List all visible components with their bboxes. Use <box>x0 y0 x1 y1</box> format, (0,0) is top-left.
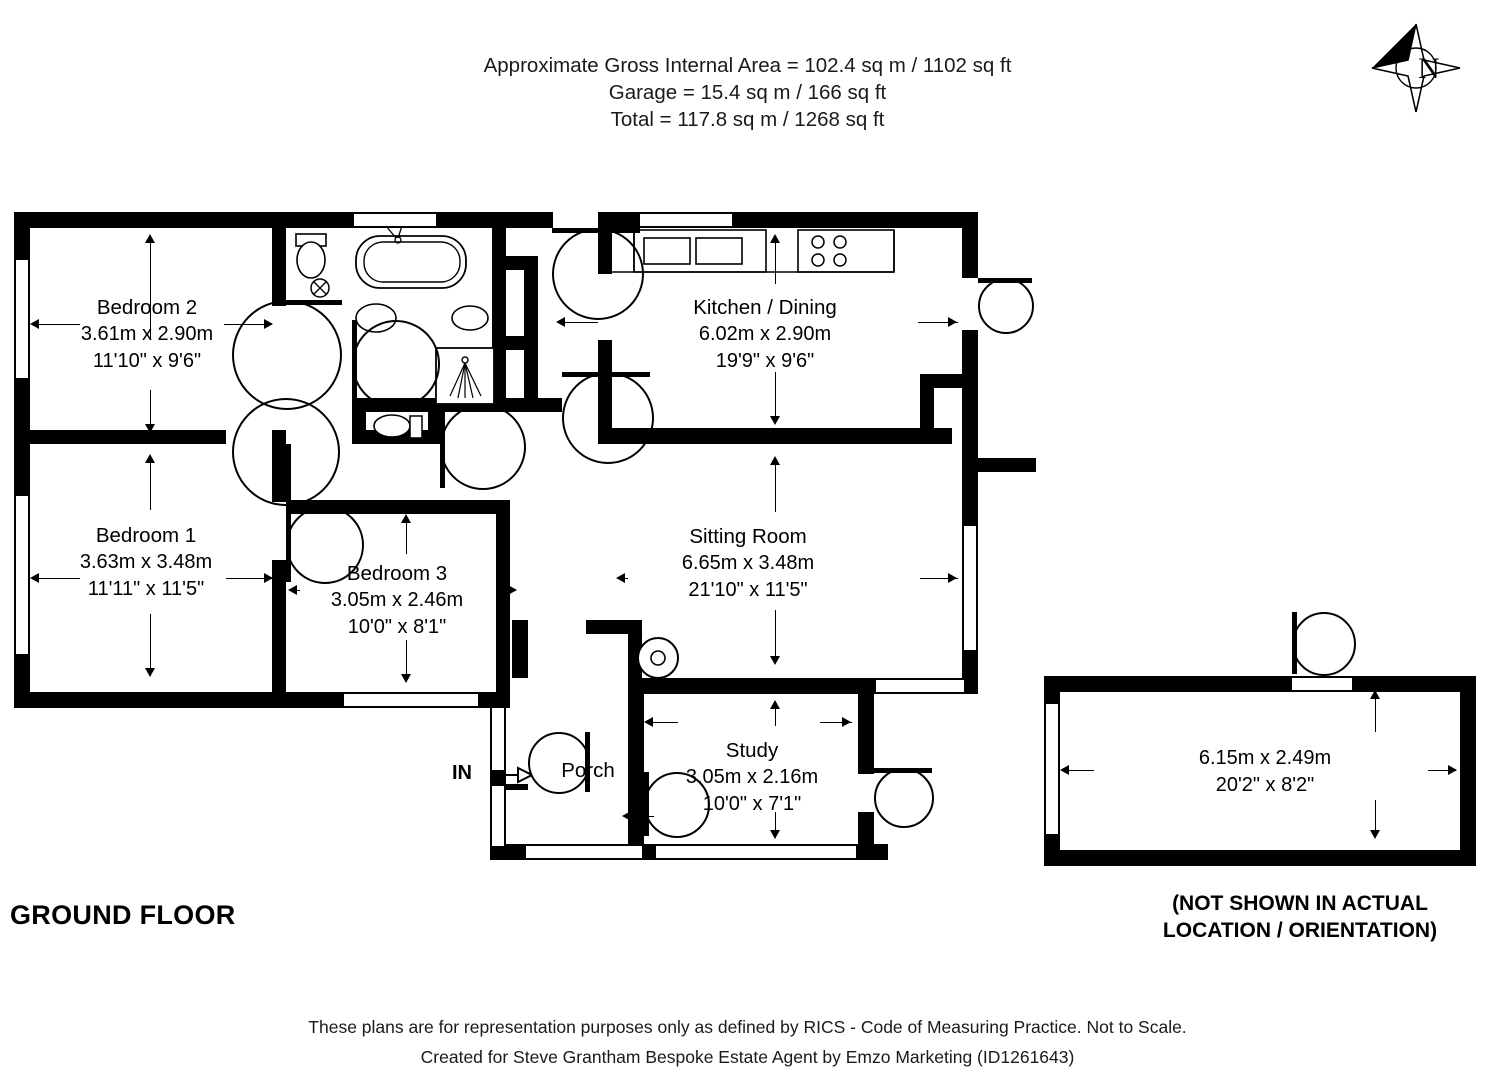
wall-cupboard-vert <box>524 256 538 406</box>
door-leaf-bedroom1 <box>286 444 291 502</box>
dim-kitchen-vertical-b <box>775 372 776 422</box>
room-label-bedroom1 <box>48 522 244 603</box>
dim-arrowhead <box>1060 765 1069 775</box>
dim-arrowhead <box>770 700 780 709</box>
dim-arrowhead <box>264 573 273 583</box>
garage-wall-top-left <box>1044 676 1292 692</box>
wall-between-bedroom2-bedroom1 <box>14 430 226 444</box>
dim-arrowhead <box>508 585 517 595</box>
door-leaf-kitchen <box>552 228 640 233</box>
wall-study-bottom-mid <box>642 844 656 860</box>
window-porch-bottom <box>526 844 642 860</box>
bedroom1-imperial: 11'11" x 11'5" <box>87 578 205 600</box>
dim-arrowhead <box>770 656 780 665</box>
window-porch-left <box>490 708 506 770</box>
footer-line1: These plans are for representation purposes only as defined by RICS - Code of Measuring Practice. Not to Scale. <box>308 1017 1187 1037</box>
wall-kitchen-bottom <box>612 428 952 444</box>
wall-right-mid <box>962 388 978 458</box>
dim-arrowhead <box>770 416 780 425</box>
wall-left-upper <box>14 212 30 260</box>
wall-right-sitting-top <box>962 472 978 526</box>
dim-sitting-vertical-b <box>775 610 776 662</box>
garage-wall-right <box>1460 676 1476 866</box>
window-bedroom3-bottom <box>344 692 478 708</box>
dim-bedroom1-vertical-b <box>150 614 151 676</box>
wall-porch-top <box>512 620 528 636</box>
kitchen-fixtures <box>612 228 972 288</box>
room-label-sitting-room <box>632 523 864 604</box>
window-bedroom2-left <box>14 260 30 378</box>
room-label-kitchen-dining <box>646 294 884 375</box>
garage-label <box>1168 745 1362 799</box>
wall-right-kitchen-jog-vert <box>920 374 934 430</box>
wall-study-right <box>858 694 874 774</box>
stove-fixture <box>628 630 688 690</box>
dim-arrowhead <box>948 573 957 583</box>
wall-bedroom3-bottom-stub <box>478 692 510 708</box>
bedroom3-metric: 3.05m x 2.46m <box>330 589 464 611</box>
sitting-imperial: 21'10" x 11'5" <box>688 579 808 601</box>
dim-kitchen-horizontal <box>564 322 598 323</box>
door-kitchen-back <box>978 278 1034 334</box>
kitchen-metric: 6.02m x 2.90m <box>698 323 832 345</box>
garage-door-leaf <box>1292 612 1297 674</box>
entry-arrow-icon <box>490 764 532 786</box>
wall-top-kitchen-right <box>732 212 978 228</box>
kitchen-name: Kitchen / Dining <box>693 296 837 319</box>
garage-imperial: 20'2" x 8'2" <box>1215 774 1315 796</box>
wall-bedroom3-right <box>496 500 510 694</box>
footer-line2: Created for Steve Grantham Bespoke Estate Agent by Emzo Marketing (ID1261643) <box>420 1047 1075 1067</box>
door-leaf-study-sitting <box>874 768 932 773</box>
door-bathroom <box>352 320 440 408</box>
room-label-porch <box>536 757 640 784</box>
bedroom2-imperial: 11'10" x 9'6" <box>92 350 202 372</box>
garage-wall-left-top <box>1044 676 1060 704</box>
area-summary <box>0 52 1495 133</box>
dim-bedroom3-vertical <box>406 520 407 554</box>
wall-top-kitchen-left <box>612 212 640 228</box>
room-label-study <box>656 737 848 818</box>
north-arrow-icon <box>1368 20 1464 116</box>
dim-arrowhead <box>1370 690 1380 699</box>
wall-study-bottom-left <box>490 844 526 860</box>
dim-arrowhead <box>401 674 411 683</box>
dim-arrowhead <box>30 319 39 329</box>
window-bedroom1-left <box>14 496 30 654</box>
dim-arrowhead <box>401 514 411 523</box>
total-area: Total = 117.8 sq m / 1268 sq ft <box>610 108 885 131</box>
bedroom2-metric: 3.61m x 2.90m <box>80 323 214 345</box>
svg-text:N: N <box>1418 52 1440 85</box>
dim-bedroom1-horizontal <box>38 578 80 579</box>
bedroom2-name: Bedroom 2 <box>96 296 198 319</box>
kitchen-imperial: 19'9" x 9'6" <box>715 350 815 372</box>
wall-right-sitting-bottom <box>962 650 978 694</box>
door-leaf-porch-study <box>644 772 649 836</box>
dim-arrowhead <box>145 668 155 677</box>
wall-right-jog2 <box>962 458 1036 472</box>
footer-disclaimer <box>0 1012 1495 1072</box>
dim-garage-horizontal-left <box>1068 770 1094 771</box>
compass-rose <box>1368 20 1464 116</box>
door-leaf-bedroom3 <box>286 506 291 582</box>
dim-arrowhead <box>30 573 39 583</box>
study-imperial: 10'0" x 7'1" <box>702 793 802 815</box>
wall-hall-left <box>272 212 286 306</box>
dim-arrowhead <box>145 454 155 463</box>
dim-study-vertical <box>775 706 776 726</box>
dim-arrowhead <box>770 456 780 465</box>
dim-porch-horizontal <box>630 816 654 817</box>
dim-arrowhead <box>264 319 273 329</box>
garage-metric: 6.15m x 2.49m <box>1198 747 1332 769</box>
door-kitchen <box>552 228 644 320</box>
door-leaf-kitchen-back <box>978 278 1032 283</box>
dim-kitchen-vertical <box>775 240 776 284</box>
wall-right-kitchen <box>962 330 978 374</box>
bedroom3-name: Bedroom 3 <box>346 562 448 585</box>
room-label-bedroom3 <box>304 560 490 641</box>
dim-arrowhead <box>770 830 780 839</box>
garage-wall-bottom <box>1044 850 1476 866</box>
dim-bedroom1-vertical <box>150 460 151 510</box>
garage-window-left <box>1044 704 1060 834</box>
window-sitting-right <box>962 526 978 650</box>
floor-title: GROUND FLOOR <box>10 900 236 930</box>
window-kitchen-top <box>640 212 732 228</box>
dim-arrowhead <box>556 317 565 327</box>
garage-note-line1: (NOT SHOWN IN ACTUAL <box>1172 892 1428 915</box>
window-study-bottom <box>656 844 856 860</box>
window-porch-left-lower <box>490 786 506 846</box>
dim-arrowhead <box>1448 765 1457 775</box>
dim-arrowhead <box>842 717 851 727</box>
door-leaf-bathroom <box>352 320 357 400</box>
door-hall-lower <box>440 404 526 490</box>
study-metric: 3.05m x 2.16m <box>685 766 819 788</box>
garage-note-line2: LOCATION / ORIENTATION) <box>1162 919 1438 942</box>
bedroom3-imperial: 10'0" x 8'1" <box>347 616 447 638</box>
door-study-sitting <box>874 768 934 828</box>
dim-bedroom2-vertical <box>150 240 151 340</box>
dim-arrowhead <box>145 424 155 433</box>
door-leaf-sitting <box>562 372 650 377</box>
dim-garage-vertical-top <box>1375 698 1376 732</box>
dim-arrowhead <box>644 717 653 727</box>
dim-arrowhead <box>770 234 780 243</box>
door-leaf-hall-lower <box>440 404 445 488</box>
dim-sitting-vertical <box>775 462 776 512</box>
dim-arrowhead <box>622 811 631 821</box>
wc-fixture <box>366 410 436 446</box>
dim-arrowhead <box>145 234 155 243</box>
wall-study-bottom-right <box>856 844 888 860</box>
door-sitting <box>562 372 654 464</box>
sitting-name: Sitting Room <box>689 525 807 548</box>
wall-bedroom1-bottom <box>14 692 344 708</box>
bedroom1-name: Bedroom 1 <box>95 524 197 547</box>
dim-arrowhead <box>288 585 297 595</box>
garage-area: Garage = 15.4 sq m / 166 sq ft <box>608 81 887 104</box>
bedroom1-metric: 3.63m x 3.48m <box>79 551 213 573</box>
garage-door-swing <box>1292 612 1356 676</box>
door-bedroom2 <box>232 300 342 410</box>
wall-bedroom1-right <box>272 560 286 694</box>
dim-bedroom2-horizontal <box>38 324 80 325</box>
dim-arrowhead <box>1370 830 1380 839</box>
garage-location-note <box>1120 890 1480 944</box>
porch-name: Porch <box>561 759 615 782</box>
dim-arrowhead <box>948 317 957 327</box>
sitting-metric: 6.65m x 3.48m <box>681 552 815 574</box>
gross-internal-area: Approximate Gross Internal Area = 102.4 sq m / 1102 sq ft <box>483 54 1012 77</box>
room-label-bedroom2 <box>52 294 242 375</box>
study-name: Study <box>725 739 779 762</box>
window-sitting-bottom <box>876 678 964 694</box>
door-leaf-bedroom2 <box>286 300 342 305</box>
dim-study-horizontal <box>652 722 678 723</box>
garage-window-top <box>1292 676 1352 692</box>
dim-arrowhead <box>616 573 625 583</box>
entry-label: IN <box>452 762 472 784</box>
